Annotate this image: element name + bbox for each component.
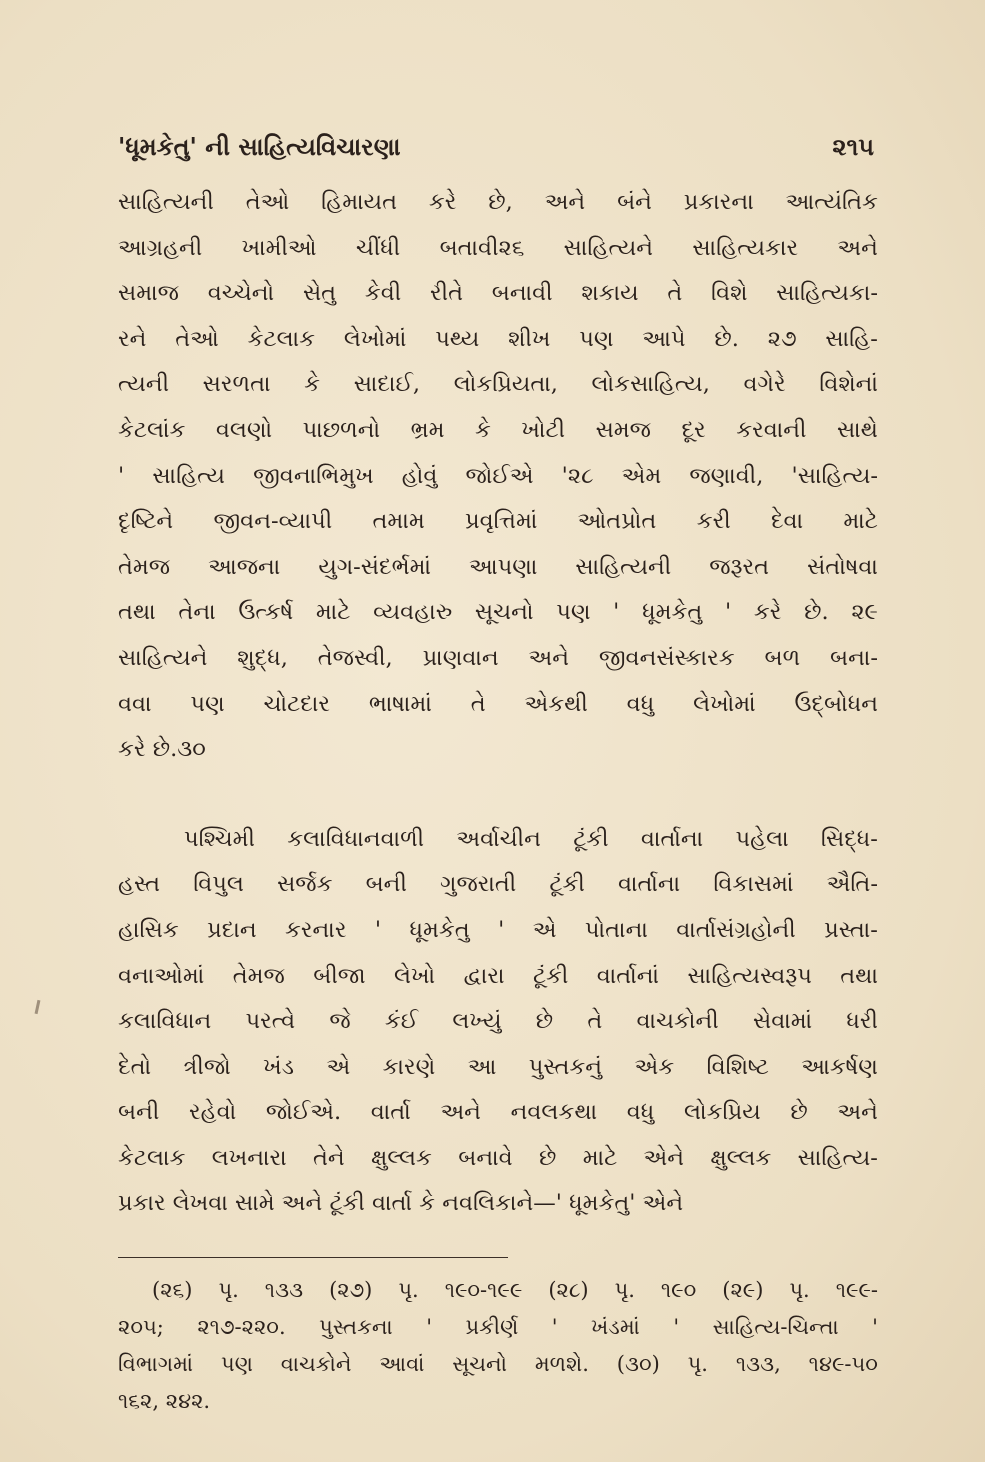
footnotes-line: વિભાગમાં પણ વાચકોને આવાં સૂચનો મળશે. (૩૦) પૃ. ૧૩૩, ૧૪૯-૫૦ [118,1352,878,1377]
paragraph1-line: તેમજ આજના યુગ-સંદર્ભમાં આપણા સાહિત્યની જરૂરત સંતોષવા [118,553,878,580]
paragraph1-line: આગ્રહની ખામીઓ ચીંધી બતાવી૨૬ સાહિત્યને સાહિત્યકાર અને [118,234,878,261]
paragraph2-line: હાસિક પ્રદાન કરનાર ' ધૂમકેતુ ' એ પોતાના વાર્તાસંગ્રહોની પ્રસ્તા- [118,916,878,943]
paragraph2-line: કલાવિધાન પરત્વે જે કંઈ લખ્યું છે તે વાચકોની સેવામાં ધરી [118,1008,878,1035]
margin-mark [35,1000,41,1014]
paragraph1-line: દૃષ્ટિને જીવન-વ્યાપી તમામ પ્રવૃત્તિમાં ઓતપ્રોત કરી દેવા માટે [118,508,878,535]
footnote-rule [118,1257,508,1258]
paragraph1-line: કેટલાંક વલણો પાછળનો ભ્રમ કે ખોટી સમજ દૂર કરવાની સાથે [118,416,878,443]
paragraph1-line: ' સાહિત્ય જીવનાભિમુખ હોવું જોઈએ '૨૮ એમ જણાવી, 'સાહિત્ય- [118,462,878,489]
paragraph1-line: ત્યની સરળતા કે સાદાઈ, લોકપ્રિયતા, લોકસાહિત્ય, વગેરે વિશેનાં [118,371,878,398]
paragraph-1 [118,180,878,773]
paragraph1-line: સાહિત્યને શુદ્ધ, તેજસ્વી, પ્રાણવાન અને જીવનસંસ્કારક બળ બના- [118,644,878,671]
footnotes [118,1272,878,1420]
paragraph1-line: વવા પણ ચોટદાર ભાષામાં તે એકથી વધુ લેખોમાં ઉદ્બોધન [118,690,878,717]
paragraph1-line: કરે છે.૩૦ [118,736,206,763]
paragraph2-line: વનાઓમાં તેમજ બીજા લેખો દ્વારા ટૂંકી વાર્તાનાં સાહિત્યસ્વરૂપ તથા [118,962,878,989]
footnotes-line: ૧૬૨, ૨૪૨. [118,1389,211,1414]
paragraph1-line: રને તેઓ કેટલાક લેખોમાં પથ્ય શીખ પણ આપે છે. ૨૭ સાહિ- [118,325,878,352]
paragraph1-line: સાહિત્યની તેઓ હિમાયત કરે છે, અને બંને પ્રકારના આત્યંતિક [118,189,878,215]
paragraph1-line: સમાજ વચ્ચેનો સેતુ કેવી રીતે બનાવી શકાય તે વિશે સાહિત્યકા- [118,280,878,307]
paragraph2-line: બની રહેવો જોઈએ. વાર્તા અને નવલકથા વધુ લોકપ્રિય છે અને [118,1099,878,1126]
paragraph1-line: તથા તેના ઉત્કર્ષ માટે વ્યવહારુ સૂચનો પણ ' ધૂમકેતુ ' કરે છે. ૨૯ [118,599,878,626]
page-number: ૨૧૫ [832,132,874,161]
paragraph2-line: પશ્ચિમી કલાવિધાનવાળી અર્વાચીન ટૂંકી વાર્તાના પહેલા સિદ્ધ- [184,825,878,852]
running-header [118,128,878,180]
paragraph2-line: હસ્ત વિપુલ સર્જક બની ગુજરાતી ટૂંકી વાર્તાના વિકાસમાં ઐતિ- [118,871,878,898]
paragraph2-line: પ્રકાર લેખવા સામે અને ટૂંકી વાર્તા કે નવલિકાને—' ધૂમકેતુ' એને [118,1190,684,1217]
book-page [118,128,878,1420]
paragraph-2 [118,817,878,1227]
paragraph2-line: કેટલાક લખનારા તેને ક્ષુલ્લક બનાવે છે માટે એને ક્ષુલ્લક સાહિત્ય- [118,1144,878,1171]
footnotes-line: (૨૬) પૃ. ૧૩૩ (૨૭) પૃ. ૧૯૦-૧૯૯ (૨૮) પૃ. ૧૯૦ (૨૯) પૃ. ૧૯૯- [152,1278,878,1303]
chapter-title: 'ધૂમકેતુ' ની સાહિત્યવિચારણા [118,132,401,161]
footnotes-line: ૨૦૫; ૨૧૭-૨૨૦. પુસ્તકના ' પ્રકીર્ણ ' ખંડમાં ' સાહિત્ય-ચિન્તા ' [118,1315,878,1340]
paragraph2-line: દેતો ત્રીજો ખંડ એ કારણે આ પુસ્તકનું એક વિશિષ્ટ આકર્ષણ [118,1053,878,1080]
